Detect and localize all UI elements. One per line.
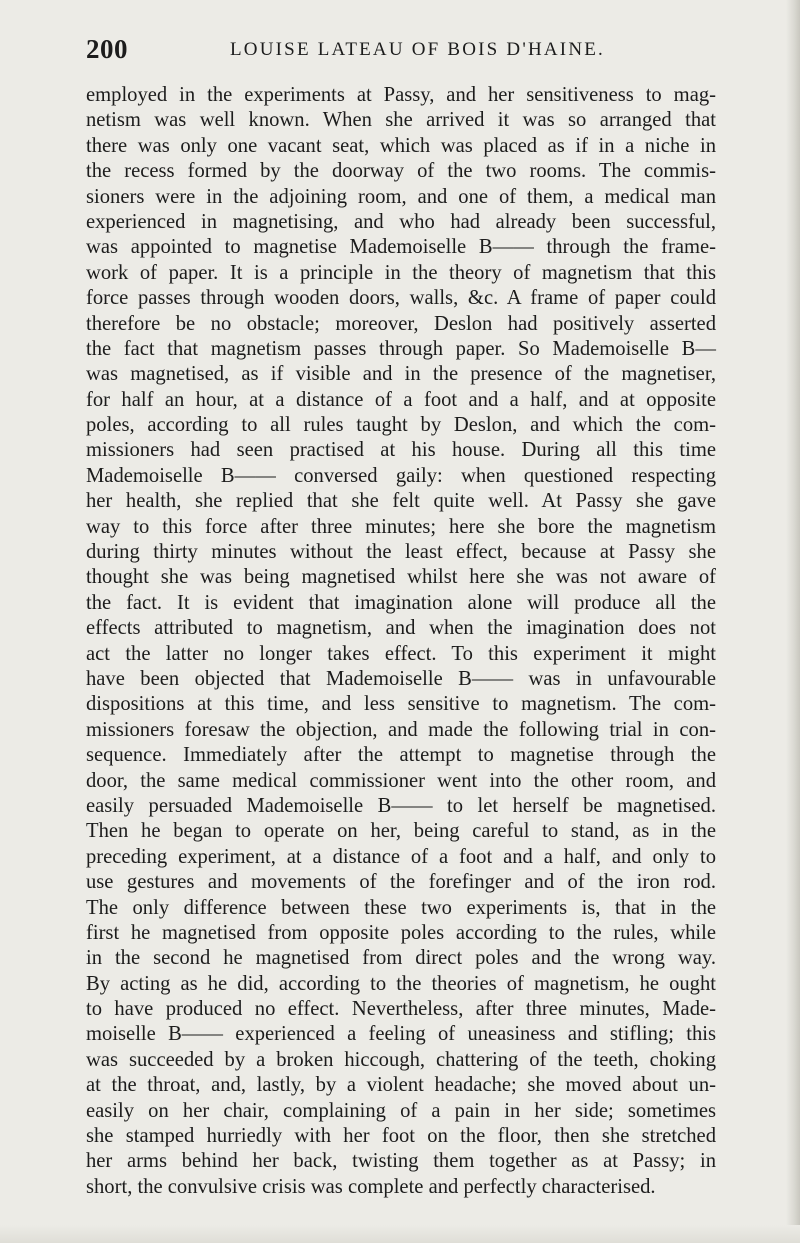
page-bottom-shadow [0,1225,800,1243]
text-line: for half an hour, at a distance of a foot and a half, and at opposite [86,388,716,411]
text-line: to have produced no effect. Nevertheless, after three minutes, Made- [86,998,716,1021]
text-line: The only difference between these two experiments is, that in the [86,896,716,919]
body-text [86,83,716,1200]
text-line: Mademoiselle B—— conversed gaily: when questioned respecting [86,464,716,487]
text-line: easily on her chair, complaining of a pain in her side; sometimes [86,1099,716,1122]
text-line: during thirty minutes without the least effect, because at Passy she [86,541,716,564]
page-header [86,32,700,66]
text-line: the fact. It is evident that imagination alone will produce all the [86,591,716,614]
text-line: preceding experiment, at a distance of a foot and a half, and only to [86,845,716,868]
text-line: employed in the experiments at Passy, and her sensitiveness to mag- [86,84,716,106]
text-line: easily persuaded Mademoiselle B—— to let herself be magnetised. [86,794,716,817]
text-line: way to this force after three minutes; here she bore the magnetism [86,515,716,538]
text-line: there was only one vacant seat, which was placed as if in a niche in [86,134,716,157]
text-line: was appointed to magnetise Mademoiselle B—— through the frame- [86,236,716,259]
page-edge-shadow [786,0,800,1243]
text-line: force passes through wooden doors, walls, &c. A frame of paper could [86,287,716,310]
text-line: she stamped hurriedly with her foot on the floor, then she stretched [86,1125,716,1148]
text-line: in the second he magnetised from direct poles and the wrong way. [86,947,716,970]
text-line: the fact that magnetism passes through paper. So Mademoiselle B— [86,337,716,360]
text-line: experienced in magnetising, and who had already been successful, [86,210,716,233]
text-line: Then he began to operate on her, being careful to stand, as in the [86,820,716,843]
text-line: effects attributed to magnetism, and when the imagination does not [86,617,716,640]
text-line: missioners foresaw the objection, and made the following trial in con- [86,718,716,741]
text-line: netism was well known. When she arrived it was so arranged that [86,109,716,132]
text-line: work of paper. It is a principle in the theory of magnetism that this [86,261,716,284]
text-line: first he magnetised from opposite poles according to the rules, while [86,921,716,944]
text-line: door, the same medical commissioner went into the other room, and [86,769,716,792]
text-line: at the throat, and, lastly, by a violent headache; she moved about un- [86,1074,716,1097]
running-title: LOUISE LATEAU OF BOIS D'HAINE. [230,39,605,60]
text-line: dispositions at this time, and less sensitive to magnetism. The com- [86,693,716,716]
text-line: the recess formed by the doorway of the two rooms. The commis- [86,160,716,183]
text-line: her health, she replied that she felt quite well. At Passy she gave [86,490,716,513]
text-line: short, the convulsive crisis was complete and perfectly characterised. [86,1175,656,1198]
text-line: use gestures and movements of the forefinger and of the iron rod. [86,871,716,894]
text-line: By acting as he did, according to the theories of magnetism, he ought [86,972,716,995]
text-line: therefore be no obstacle; moreover, Deslon had positively asserted [86,312,716,335]
text-line: her arms behind her back, twisting them together as at Passy; in [86,1150,716,1173]
text-line: thought she was being magnetised whilst here she was not aware of [86,566,716,589]
text-line: missioners had seen practised at his house. During all this time [86,439,716,462]
text-line: poles, according to all rules taught by Deslon, and which the com- [86,414,716,437]
text-line: moiselle B—— experienced a feeling of uneasiness and stifling; this [86,1023,716,1046]
text-line: was magnetised, as if visible and in the presence of the magnetiser, [86,363,716,386]
text-line: sequence. Immediately after the attempt to magnetise through the [86,744,716,767]
page-number: 200 [86,34,128,64]
text-line: have been objected that Mademoiselle B—— was in unfavourable [86,667,716,690]
text-line: was succeeded by a broken hiccough, chattering of the teeth, choking [86,1048,716,1071]
text-line: act the latter no longer takes effect. To this experiment it might [86,642,716,665]
text-line: sioners were in the adjoining room, and one of them, a medical man [86,185,716,208]
